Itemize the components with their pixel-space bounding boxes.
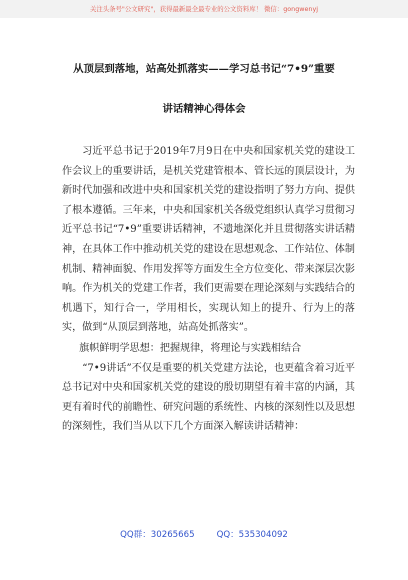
qq-number: QQ：535304092 bbox=[216, 530, 288, 540]
document-title-line-1: 从顶层到落地，站高处抓落实——学习总书记“7•9”重要 bbox=[73, 63, 335, 75]
section-heading: 旗帜鲜明学思想：把握规律，将理论与实践相结合 bbox=[79, 342, 302, 354]
body-paragraph: “7•9讲话”不仅是重要的机关党建方法论，也更蕴含着习近平总书记对中央和国家机关党的建设的殷切期望有着丰富的内涵，其更有着时代的前瞻性、研究问题的系统性、内核的深刻性以及思想的深刻性，我们当从以下几个方面深入解读讲话精神： bbox=[62, 362, 355, 433]
qq-group-number: QQ群：30265665 bbox=[120, 530, 195, 540]
footer-contact bbox=[0, 528, 408, 540]
document-title-line-2: 讲话精神心得体会 bbox=[162, 103, 246, 115]
header-banner: 关注头条号"公文研究"，获得最新最全最专业的公文资料库！ 微信：gongwenyj bbox=[0, 0, 408, 18]
body-paragraph: 习近平总书记于2019年7月9日在中央和国家机关党的建设工作会议上的重要讲话，是机关党建管根本、管长远的顶层设计，为新时代加强和改进中央和国家机关党的建设指明了努力方向、提供了根本遵循。三年来，中央和国家机关各级党组织认真学习贯彻习近平总书记“7•9”重要讲话精神，不遗地深化并且贯彻落实讲话精神，在具体工作中推动机关党的建设在思想观念、工作站位、体制机制、精神面貌、作用发挥等方面发生全方位变化、带来深层次影响。作为机关的党建工作者，我们更需要在理论深刻与实践结合的机遇下，知行合一，学用相长，实现认知上的提升、行为上的落实，做到“从顶层到落地，站高处抓落实”。 bbox=[62, 146, 355, 334]
document-body bbox=[62, 142, 355, 437]
